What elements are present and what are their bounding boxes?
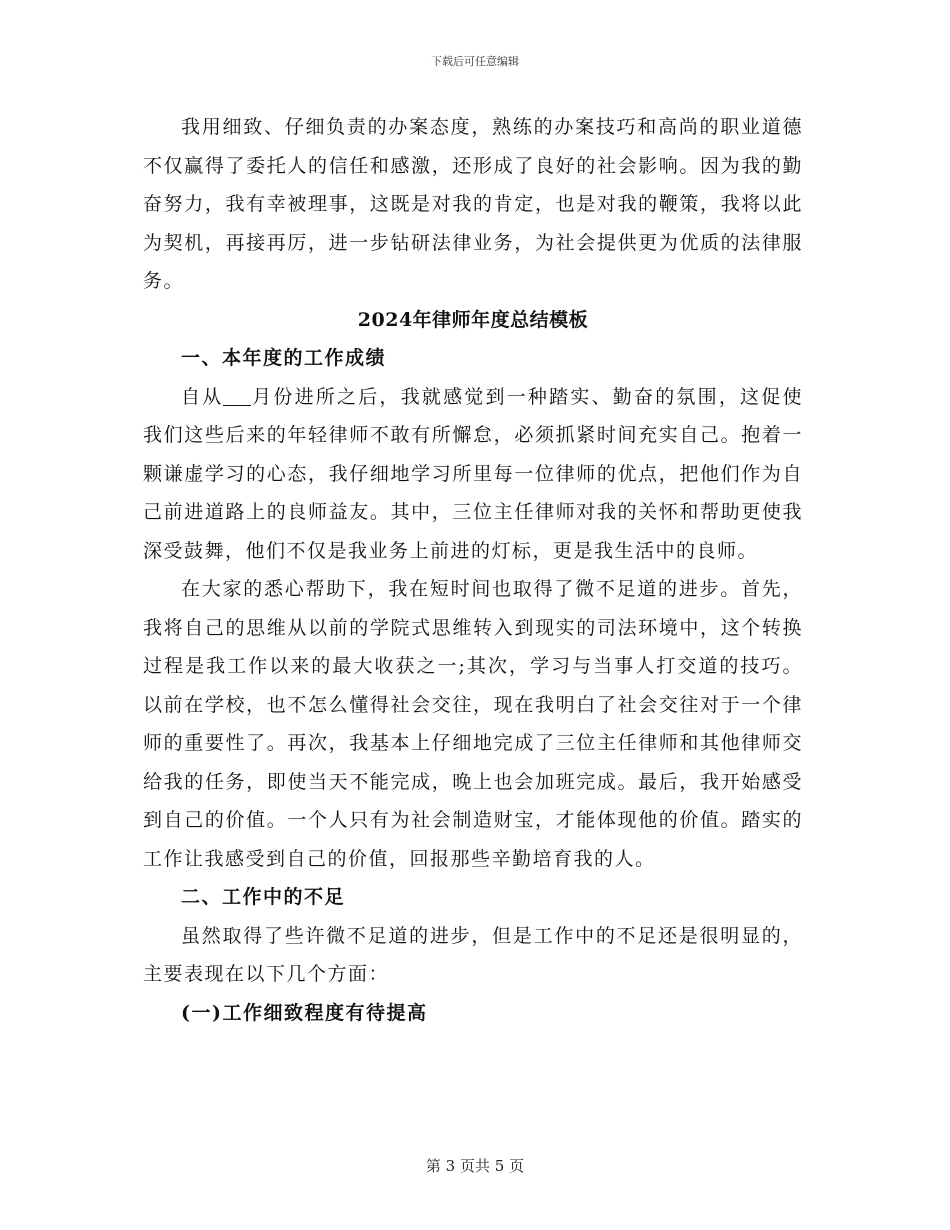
document-title: 2024年律师年度总结模板 — [357, 308, 589, 331]
section-heading-2: 二、工作中的不足 — [181, 886, 346, 908]
paragraph-2: 在大家的悉心帮助下，我在短时间也取得了微不足道的进步。首先，我将自己的思维从以前的学院式思维转入到现实的司法环境中，这个转换过程是我工作以来的最大收获之一;其次，学习与当事人打交道的技巧。以前在学校，也不怎么懂得社会交往，现在我明白了社会交往对于一个律师的重要性了。再次，我基本上仔细地完成了三位主任律师和其他律师交给我的任务，即使当天不能完成，晚上也会加班完成。最后，我开始感受到自己的价值。一个人只有为社会制造财宝，才能体现他的价值。踏实的工作让我感受到自己的价值，回报那些辛勤培育我的人。 — [143, 578, 803, 870]
paragraph-1-rest: 月份进所之后，我就感觉到一种踏实、勤奋的氛围，这促使我们这些后来的年轻律师不敢有所懈怠，必须抓紧时间充实自己。抱着一颗谦虚学习的心态，我仔细地学习所里每一位律师的优点，把他们作为自己前进道路上的良师益友。其中，三位主任律师对我的关怀和帮助更使我深受鼓舞，他们不仅是我业务上前进的灯标，更是我生活中的良师。 — [143, 385, 803, 562]
subsection-heading-1: (一)工作细致程度有待提高 — [181, 1001, 428, 1024]
fill-in-blank — [223, 386, 251, 406]
paragraph-1-start: 自从 — [181, 385, 224, 408]
paragraph-intro: 我用细致、仔细负责的办案态度，熟练的办案技巧和高尚的职业道德不仅赢得了委托人的信任和感激，还形成了良好的社会影响。因为我的勤奋努力，我有幸被理事，这既是对我的肯定，也是对我的鞭策，我将以此为契机，再接再厉，进一步钻研法律业务，为社会提供更为优质的法律服务。 — [143, 116, 803, 292]
page-footer: 第 3 页共 5 页 — [425, 1157, 525, 1175]
section-heading-1: 一、本年度的工作成绩 — [181, 347, 387, 369]
document-body — [143, 108, 803, 1032]
paragraph-1 — [143, 378, 803, 571]
paragraph-3: 虽然取得了些许微不足道的进步，但是工作中的不足还是很明显的，主要表现在以下几个方面： — [143, 924, 803, 985]
page-header: 下载后可任意编辑 — [431, 55, 519, 68]
